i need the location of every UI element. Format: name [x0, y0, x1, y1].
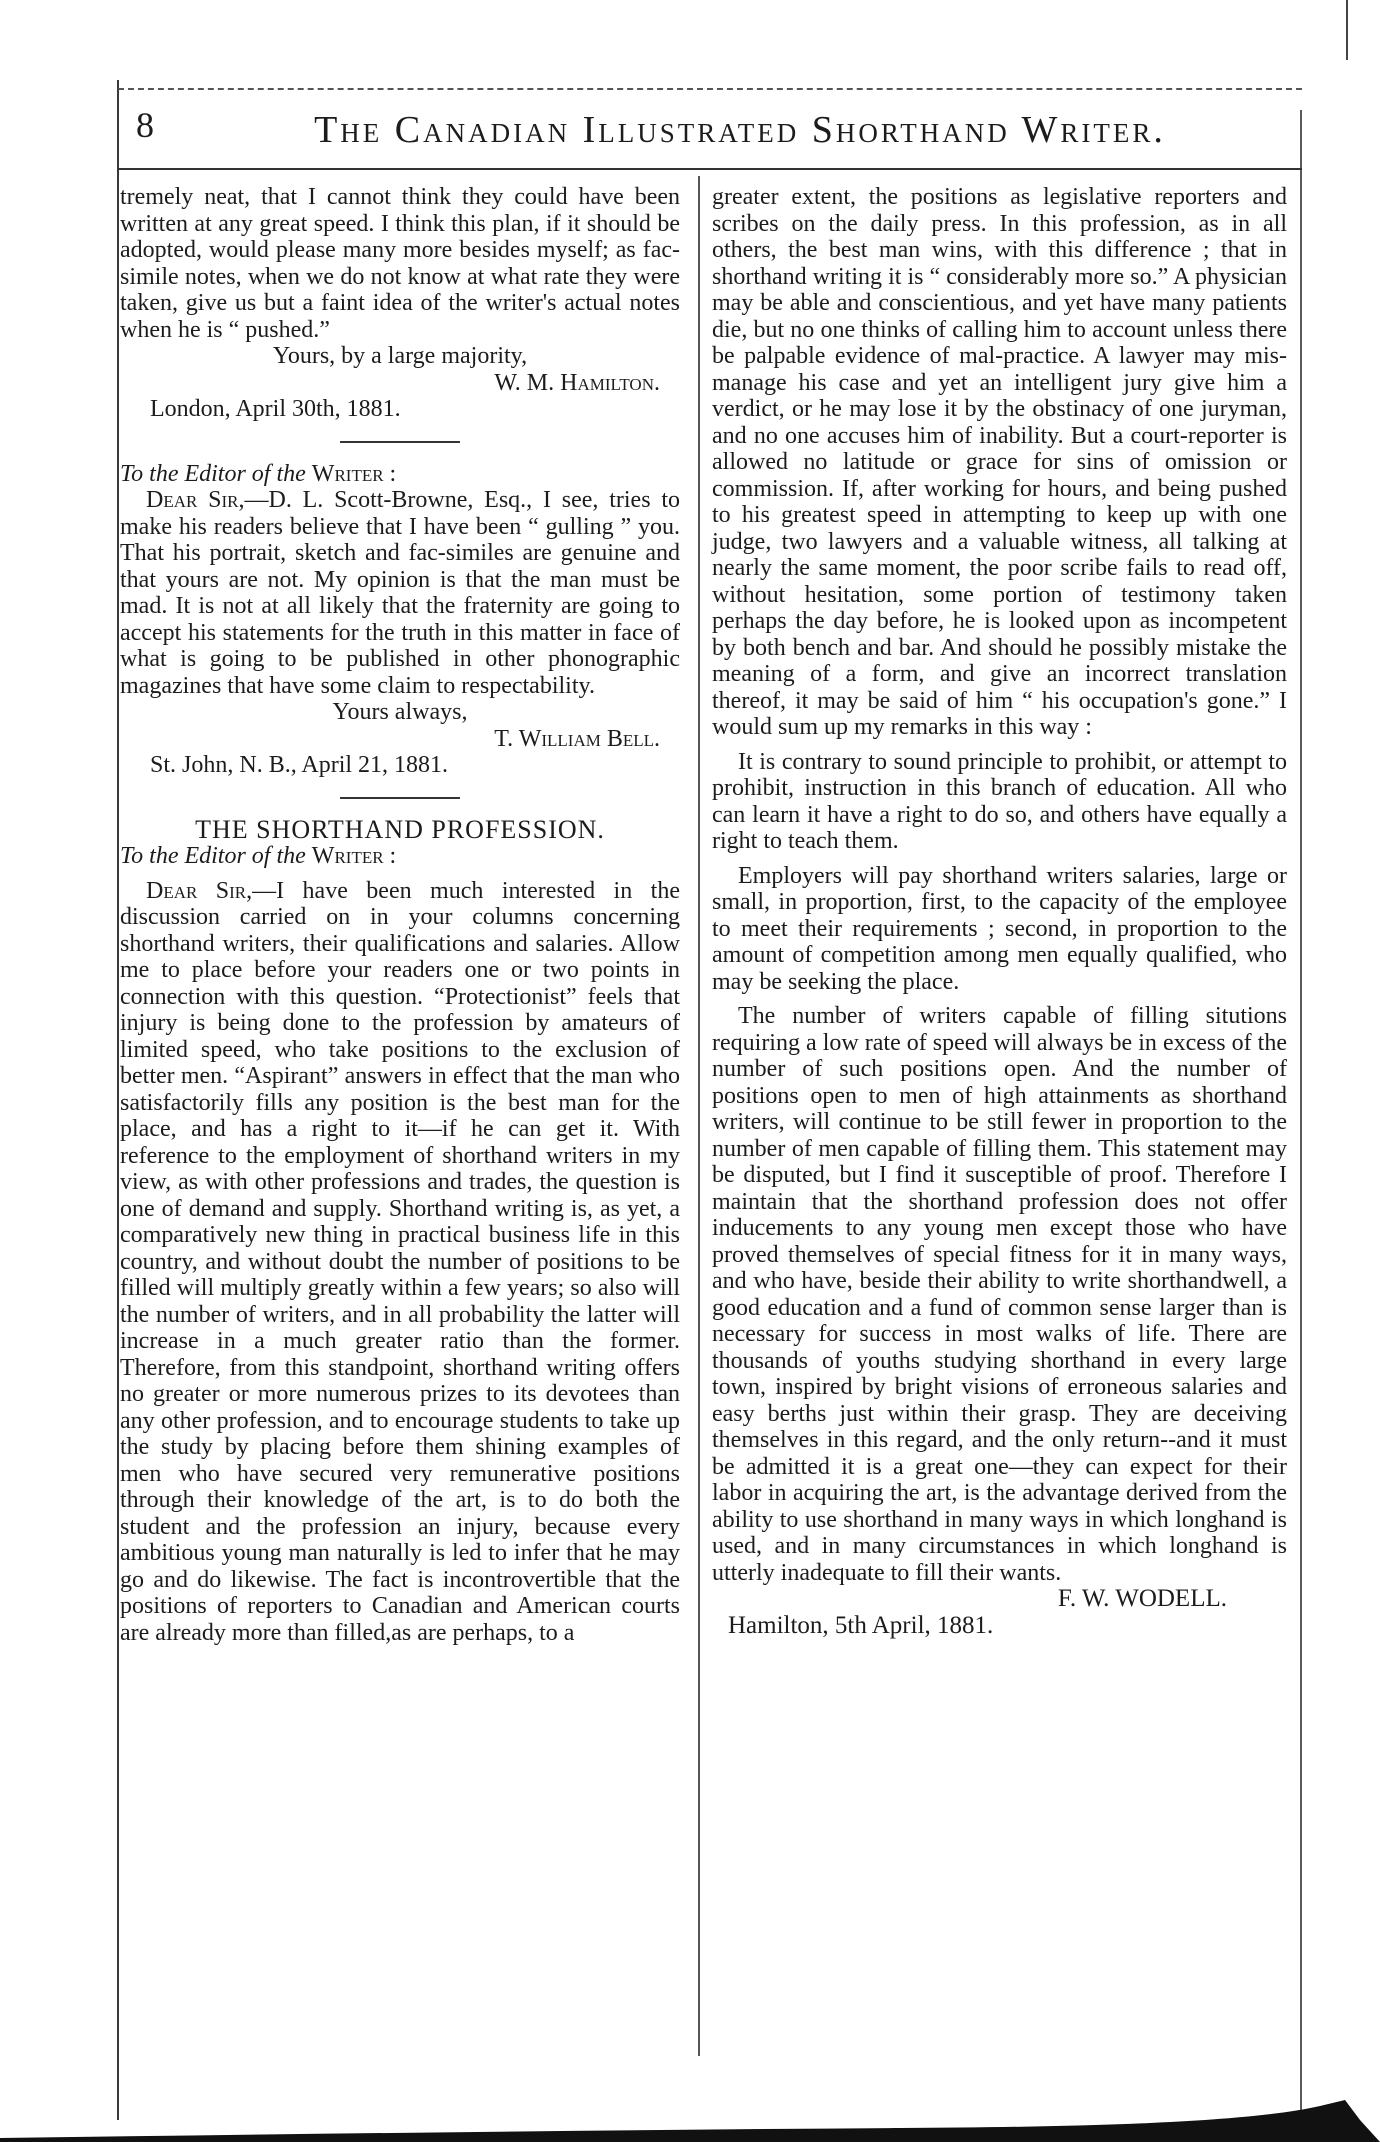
- letter-2-salutation: Dear Sir,: [146, 487, 245, 513]
- letter-2-body: [120, 487, 680, 699]
- letter-3-salutation: Dear Sir,: [146, 877, 253, 904]
- paragraph-number-of-writers: The number of writers capable of filling situtions requiring a low rate of speed will always be in excess of the number of such positions open. And the number of positions open to men of high attainments as shorthand writers, will continue to be still fewer in proportion to the number of men capable of filling them. This statement may be disputed, but I find it susceptible of proof. Therefore I maintain that the shorthand profession does not offer inducements to any young men except those who have proved themselves of special fitness for it in many ways, and who have, beside their ability to write shorthandwell, a good education and a fund of common sense larger than is necessary for success in most walks of life. There are thousands of youths studying shorthand in every large town, inspired by bright visions of erroneous salaries and easy berths just within their grasp. They are deceiving themselves in this regard, and the only return--and it must be admitted it is a great one—they can expect for their labor in acquiring the art, is the advantage derived from the ability to use shorthand in many ways in which longhand is used, and in many circumstances in which longhand is utterly inadequate to fill their wants.: [712, 1003, 1287, 1586]
- column-divider: [698, 176, 700, 2056]
- page-number: 8: [136, 105, 154, 145]
- letter-3-text: —I have been much interested in the discussion carried on in your columns concerning shorthand writers, their qualifications and salaries. Allow me to place before your readers one or two points in connection with this question. “Protectionist” feels that injury is being done to the profession by amateurs of limited speed, who take positions to the exclusion of better men. “Aspirant” answers in effect that the man who satisfactorily fills any position is the best man for the place, and has a right to it—if he can get it. With reference to the employment of shorthand writers in my view, as with other professions and trades, the question is one of demand and supply. Shorthand writing is, as yet, a comparatively new thing in practical business life in this country, and without doubt the number of positions to be filled will multiply greatly within a few years; so also will the number of writers, and in all probability the latter will increase in a much greater ratio than the former. Therefore, from this standpoint, shorthand writing offers no greater or more numerous prizes to its devotees than any other profession, and to encourage students to take up the study by placing before them shining examples of men who have secured very remunerative positions through their knowledge of the art, is to do both the student and the profession an injury, because every ambitious young man naturally is led to infer that he may go and do likewise. The fact is incontrovertible that the positions of reporters to Canadian and American courts are already more than filled,as are perhaps, to a: [120, 877, 680, 1646]
- letter-3-continuation: greater extent, the positions as legislative reporters and scribes on the daily press. In this profession, as in all others, the best man wins, with this difference ; that in shorthand writing it is “ considerably more so.” A physician may be able and conscientious, and yet have many patients die, but no one thinks of calling him to account unless there be palpable evidence of mal-practice. A lawyer may mis-manage his case and yet an intelligent jury give him a verdict, or he may lose it by the obstinacy of one juryman, and no one accuses him of inability. But a court-reporter is allowed no latitude or grace for sins of omission or commission. If, after working for hours, and being pushed to his greatest speed in attempting to keep up with one judge, two lawyers and a valuable witness, all talking at nearly the same moment, the poor scribe fails to read off, without hesitation, some portion of testimony taken perhaps the day before, he is looked upon as incompetent by both bench and bar. And should he possibly mistake the meaning of a form, and give an incorrect translation thereof, it may be said of him “ his occupation's gone.” I would sum up my remarks in this way :: [712, 184, 1287, 740]
- letter-2-place-date: St. John, N. B., April 21, 1881.: [150, 752, 449, 778]
- letter-3-signature: F. W. WODELL.: [1057, 1585, 1227, 1612]
- letter-2-signature: T. William Bell.: [494, 725, 660, 752]
- letter-2-address: [120, 461, 680, 488]
- letter-3-address-text: To the Editor of the: [120, 843, 306, 869]
- section-divider-2: [340, 797, 460, 799]
- letter-1-continuation: tremely neat, that I cannot think they could have been written at any great speed. I think this plan, if it should be adopted, would please many more besides myself; as fac-simile notes, when we do not know at what rate they were taken, give us but a faint idea of the writer's actual notes when he is “ pushed.”: [120, 184, 680, 343]
- page-edge-mark: [1346, 0, 1348, 60]
- letter-2-closing: Yours always,: [332, 699, 468, 725]
- top-dashed-rule: [118, 88, 1302, 90]
- letter-2-text: —D. L. Scott-Browne, Esq., I see, tries to make his readers believe that I have been “ gulling ” you. That his portrait, sketch and fac-similes are genuine and that yours are not. My opinion is that the man must be mad. It is not at all likely that the fraternity are going to accept his statements for the truth in this matter in face of what is going to be published in other phonographic magazines that have some claim to respectability.: [120, 487, 680, 699]
- letter-1-place-date: London, April 30th, 1881.: [150, 396, 401, 422]
- letter-3-body: [120, 878, 680, 1647]
- letter-2-address-pub: Writer :: [311, 460, 397, 487]
- running-head: The Canadian Illustrated Shorthand Writer.: [314, 109, 1166, 151]
- letter-1-closing: Yours, by a large majority,: [272, 343, 528, 369]
- paragraph-employers: Employers will pay shorthand writers salaries, large or small, in proportion, first, to the capacity of the employee to meet their requirements ; second, in proportion to the amount of competition among men equally qualified, who may be seeking the place.: [712, 862, 1287, 995]
- article-title: THE SHORTHAND PROFESSION.: [195, 814, 605, 844]
- header-rule: [118, 168, 1302, 170]
- page-bottom-edge: [0, 2100, 1380, 2142]
- left-column: [120, 184, 680, 1646]
- letter-1-signature: W. M. Hamilton.: [494, 369, 660, 396]
- letter-3-address-pub: Writer :: [311, 843, 397, 869]
- letter-3-place-date: Hamilton, 5th April, 1881.: [728, 1611, 994, 1639]
- paragraph-principle: It is contrary to sound principle to prohibit, or attempt to prohibit, instruction in this branch of education. All who can learn it have a right to do so, and others have equally a right to teach them.: [712, 748, 1287, 854]
- right-border: [1300, 110, 1302, 2110]
- letter-2-address-text: To the Editor of the: [120, 460, 306, 487]
- letter-3-address: [120, 843, 680, 870]
- section-divider: [340, 441, 460, 443]
- left-border: [117, 80, 119, 2120]
- right-column: [712, 184, 1287, 1639]
